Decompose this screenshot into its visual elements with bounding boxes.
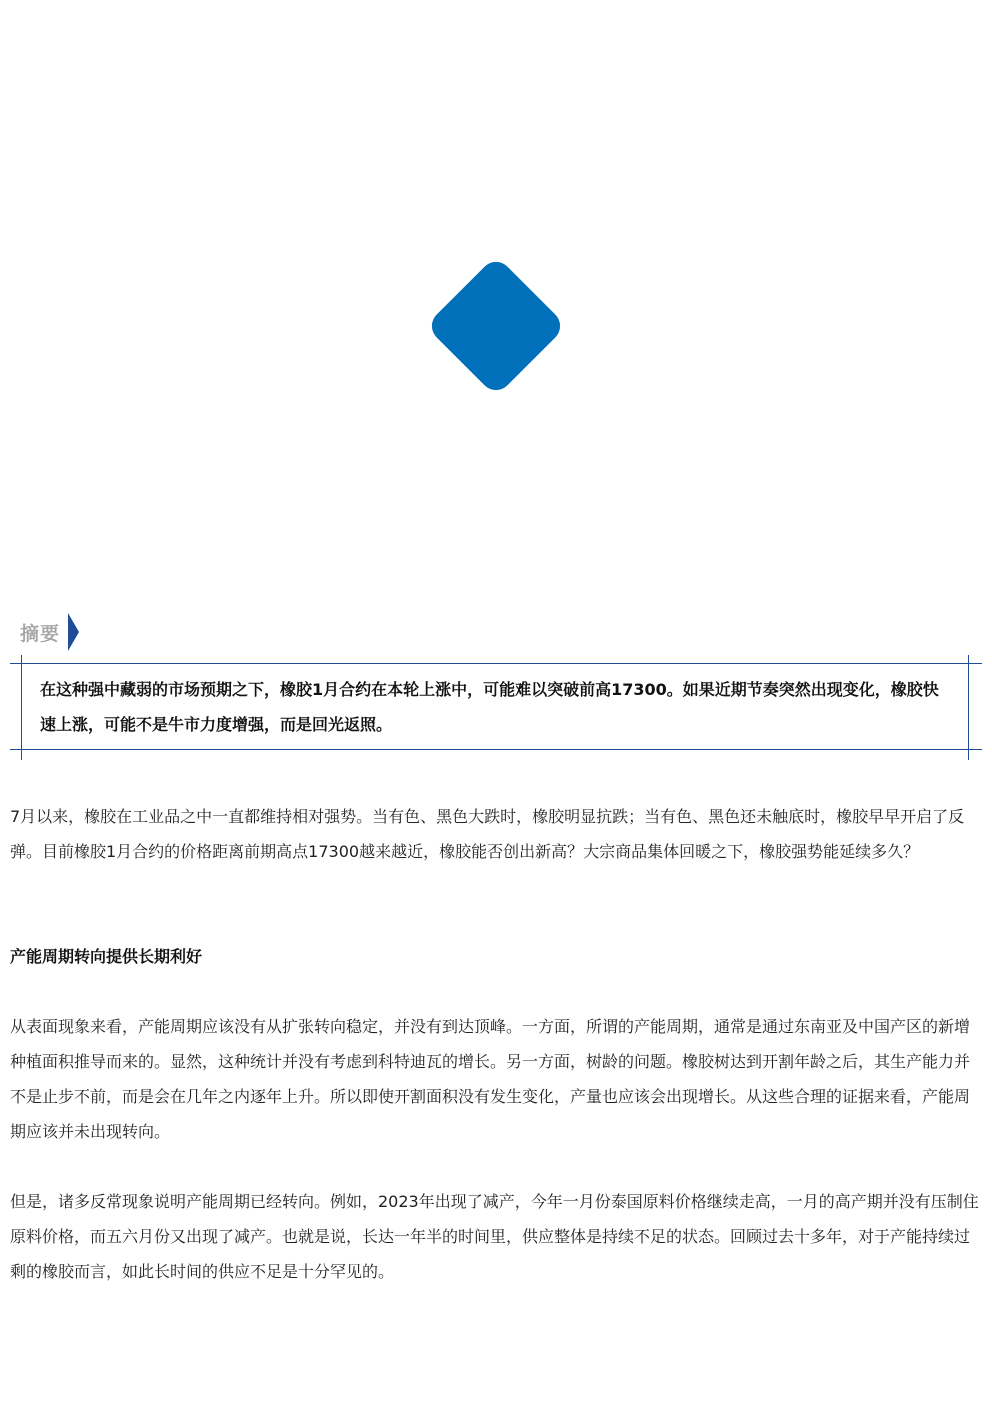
abstract-frame-right-line [968, 655, 969, 760]
abstract-tag-label: 摘要 [20, 622, 61, 645]
company-logo-icon [425, 255, 566, 396]
article-paragraph-2: 从表面现象来看，产能周期应该没有从扩张转向稳定，并没有到达顶峰。一方面，所谓的产能周期，通常是通过东南亚及中国产区的新增种植面积推导而来的。显然，这种统计并没有考虑到科特迪瓦的增长。另一方面，树龄的问题。橡胶树达到开割年龄之后，其生产能力并不是止步不前，而是会在几年之内逐年上升。所以即使开割面积没有发生变化，产量也应该会出现增长。从这些合理的证据来看，产能周期应该并未出现转向。 [10, 1017, 971, 1141]
section-heading: 产能周期转向提供长期利好 [10, 947, 203, 966]
article-paragraph-3: 但是，诸多反常现象说明产能周期已经转向。例如，2023年出现了减产，今年一月份泰国原料价格继续走高，一月的高产期并没有压制住原料价格，而五六月份又出现了减产。也就是说，长达一年半的时间里，供应整体是持续不足的状态。回顾过去十多年，对于产能持续过剩的橡胶而言，如此长时间的供应不足是十分罕见的。 [10, 1192, 979, 1281]
abstract-section-tag [20, 614, 79, 650]
abstract-frame-left-line [21, 655, 22, 760]
article-paragraph-1: 7月以来，橡胶在工业品之中一直都维持相对强势。当有色、黑色大跌时，橡胶明显抗跌；当有色、黑色还未触底时，橡胶早早开启了反弹。目前橡胶1月合约的价格距离前期高点17300越来越近，橡胶能否创出新高？大宗商品集体回暖之下，橡胶强势能延续多久？ [10, 807, 965, 861]
chevron-right-icon [68, 613, 79, 651]
abstract-frame-bottom-line [10, 749, 982, 750]
abstract-frame-top-line [10, 663, 982, 664]
abstract-text: 在这种强中藏弱的市场预期之下，橡胶1月合约在本轮上涨中，可能难以突破前高17300。如果近期节奏突然出现变化，橡胶快速上涨，可能不是牛市力度增强，而是回光返照。 [40, 680, 939, 734]
